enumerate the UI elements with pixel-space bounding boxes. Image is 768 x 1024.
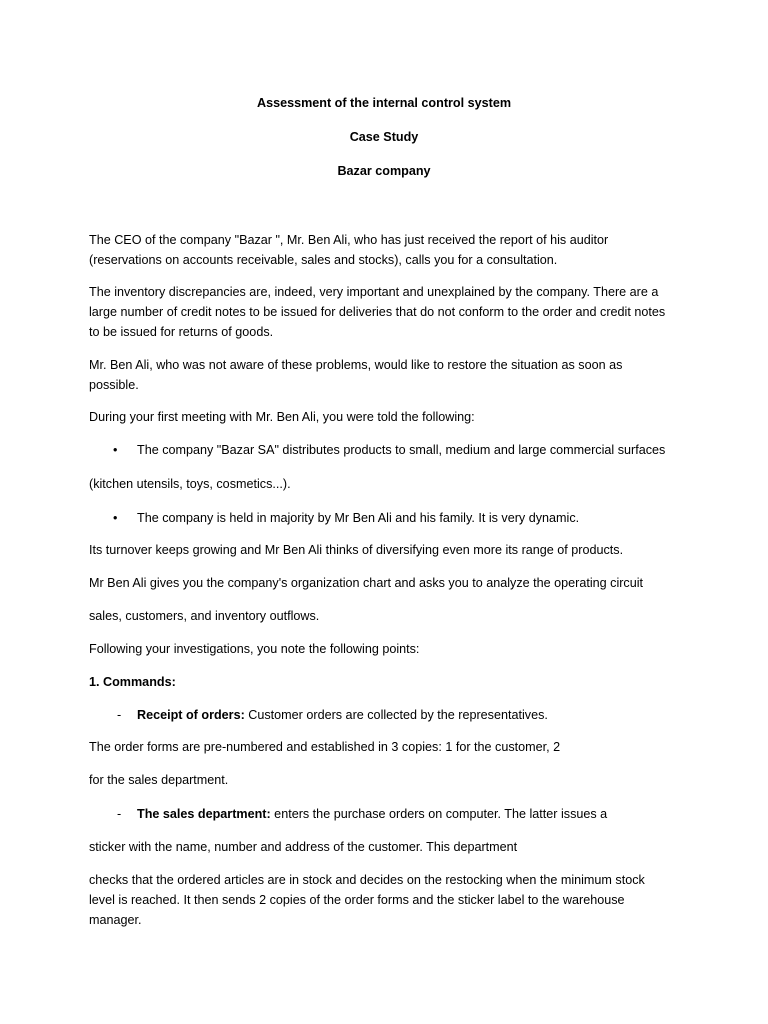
paragraph-line: Its turnover keeps growing and Mr Ben Ali thinks of diversifying even more its range of products.	[89, 543, 624, 557]
paragraph-line: The inventory discrepancies are, indeed, very important and unexplained by the company. There are a	[89, 285, 659, 299]
bullet-icon: •	[113, 511, 118, 525]
paragraph-line: During your first meeting with Mr. Ben Ali, you were told the following:	[89, 410, 475, 424]
section-heading: 1. Commands:	[89, 675, 176, 689]
document-subtitle: Case Study	[349, 130, 419, 144]
list-item-label: Receipt of orders:	[137, 708, 245, 722]
bullet-icon: •	[113, 443, 118, 457]
paragraph-line: for the sales department.	[89, 773, 229, 787]
list-item	[137, 705, 548, 725]
dash-icon: -	[117, 807, 122, 821]
document-title: Assessment of the internal control system	[256, 96, 512, 110]
paragraph-line: sticker with the name, number and address of the customer. This department	[89, 840, 518, 854]
paragraph-line: sales, customers, and inventory outflows.	[89, 609, 320, 623]
paragraph-line: level is reached. It then sends 2 copies of the order forms and the sticker label to the warehouse	[89, 893, 625, 907]
list-item: The company is held in majority by Mr Ben Ali and his family. It is very dynamic.	[137, 511, 580, 525]
paragraph-line: (reservations on accounts receivable, sales and stocks), calls you for a consultation.	[89, 253, 558, 267]
list-item	[137, 804, 607, 824]
paragraph-line: The order forms are pre-numbered and established in 3 copies: 1 for the customer, 2	[89, 740, 561, 754]
paragraph-line: Mr. Ben Ali, who was not aware of these problems, would like to restore the situation as soon as	[89, 358, 623, 372]
paragraph-line: Mr Ben Ali gives you the company's organization chart and asks you to analyze the operating circuit	[89, 576, 644, 590]
paragraph-line: (kitchen utensils, toys, cosmetics...).	[89, 477, 291, 491]
paragraph-line: large number of credit notes to be issued for deliveries that do not conform to the order and credit notes	[89, 305, 666, 319]
paragraph-line: The CEO of the company "Bazar ", Mr. Ben Ali, who has just received the report of his auditor	[89, 233, 609, 247]
paragraph-line: Following your investigations, you note the following points:	[89, 642, 420, 656]
dash-icon: -	[117, 708, 122, 722]
list-item-text: enters the purchase orders on computer. The latter issues a	[270, 807, 608, 821]
paragraph-line: possible.	[89, 378, 139, 392]
paragraph-line: manager.	[89, 913, 142, 927]
paragraph-line: checks that the ordered articles are in stock and decides on the restocking when the minimum stock	[89, 873, 645, 887]
list-item-text: Customer orders are collected by the representatives.	[244, 708, 548, 722]
list-item-label: The sales department:	[137, 807, 271, 821]
list-item: The company "Bazar SA" distributes products to small, medium and large commercial surfaces	[137, 443, 666, 457]
paragraph-line: to be issued for returns of goods.	[89, 325, 274, 339]
company-name: Bazar company	[337, 164, 431, 178]
